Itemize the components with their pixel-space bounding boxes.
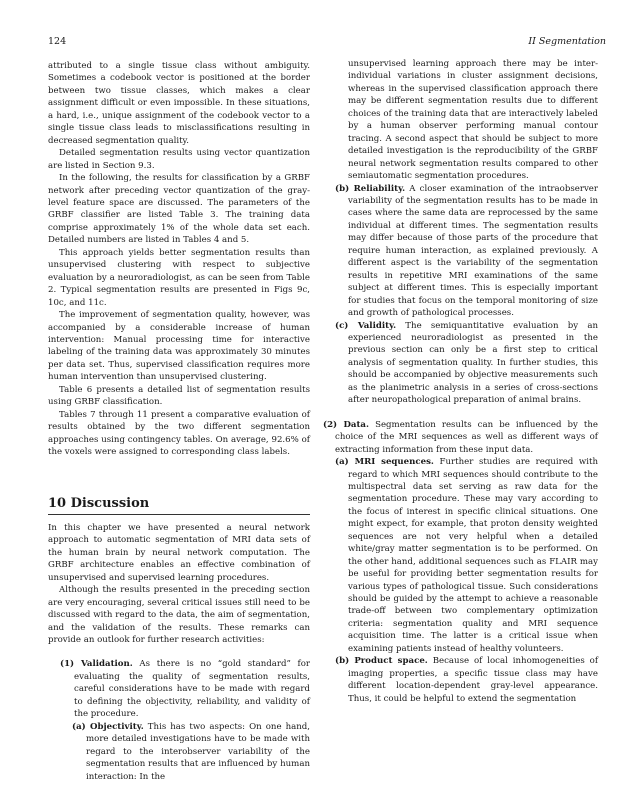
left-column	[48, 60, 310, 783]
list-item-reliability	[335, 183, 598, 320]
paragraph: This approach yields better segmentation results than unsupervised clustering with respect to subjective evaluation by a neuroradiologist, as can be seen from Table 2. Typical segmentation results are presented in Figs 9c, 10c, and 11c.	[48, 247, 310, 308]
list-label: (2) Data.	[323, 419, 369, 430]
paragraph: In this chapter we have presented a neural network approach to automatic segmentation of MRI data sets of the human brain by neural network computation. The GRBF architecture enables an effective combination of unsupervised and supervised learning procedures.	[48, 522, 310, 583]
list-label: (a) Objectivity.	[72, 721, 144, 732]
list-item-objectivity	[48, 721, 310, 783]
heading-rule	[48, 514, 310, 515]
list-text: A closer examination of the intraobserver variability of the segmentation results has to be made in cases where the same data are reprocessed by the same individual at different times. The segmentation results may differ because of those parts of the procedure that require human interaction, as explained previously. A different aspect is the variability of the segmentation results in repetitive MRI examinations of the same subject at different times. This is especially important for studies that focus on the temporal monitoring of size and growth of pathological processes.	[348, 183, 598, 319]
paragraph: Detailed segmentation results using vector quantization are listed in Section 9.3.	[48, 148, 310, 171]
paragraph: attributed to a single tissue class without ambiguity. Sometimes a codebook vector is positioned at the border between two tissue classes, which makes a clear assignment difficult or even impossible. In these situations, a hard, i.e., unique assignment of the codebook vector to a single tissue class leads to misclassifications resulting in decreased segmentation quality.	[48, 61, 310, 146]
list-item-product-space	[335, 655, 598, 705]
list-label: (b) Product space.	[335, 656, 428, 667]
list-text: The semiquantitative evaluation by an experienced neuroradiologist as presented in the previous section can only be a first step to critical analysis of segmentation quality. In further studies, this should be accompanied by objective measurements such as the planimetric analysis in a series of cross-sections after neuropathological preparation of animal brains.	[348, 320, 598, 406]
list-label: (1) Validation.	[60, 659, 133, 670]
section-heading: 10 Discussion	[48, 495, 150, 511]
paragraph-continued: unsupervised learning approach there may be inter-individual variations in cluster assignment decisions, whereas in the supervised classification approach there may be different segmentation results due to different choices of the training data that are interactively labeled by a human observer performing manual contour tracing. A second aspect that should be subject to more detailed investigation is the reproducibility of the GRBF neural network segmentation results compared to other semiautomatic segmentation procedures.	[348, 59, 598, 182]
list-text: As there is no “gold standard” for evaluating the quality of segmentation results, careful considerations have to be made with regard to defining the objectivity, reliability, and validity of the procedure.	[74, 659, 310, 720]
running-head: II Segmentation	[528, 36, 606, 47]
paragraph: Tables 7 through 11 present a comparative evaluation of results obtained by the two different segmentation approaches using contingency tables. On average, 92.6% of the voxels were assigned to corresponding class labels.	[48, 409, 310, 458]
list-text: Segmentation results can be influenced by the choice of the MRI sequences as well as different ways of extracting information from these input data.	[335, 419, 599, 455]
paragraph: Table 6 presents a detailed list of segmentation results using GRBF classification.	[48, 384, 310, 408]
list-text: Because of local inhomogeneities of imaging properties, a specific tissue class may have different location-dependent gray-level appearance. Thus, it could be helpful to extend the segmentation	[348, 656, 598, 704]
list-label: (b) Reliability.	[335, 183, 406, 194]
paragraph: In the following, the results for classification by a GRBF network after preceding vector quantization of the gray-level feature space are discussed. The parameters of the GRBF classifier are listed Table 3. The training data comprise approximately 1% of the whole data set each. Detailed numbers are listed in Tables 4 and 5.	[48, 173, 310, 246]
list-item-validity	[335, 320, 598, 407]
list-label: (c) Validity.	[335, 320, 397, 331]
paragraph: Although the results presented in the preceding section are very encouraging, several critical issues still need to be discussed with regard to the data, the aim of segmentation, and the validation of the results. These remarks can provide an outlook for further research activities:	[48, 585, 310, 646]
list-item-validation	[48, 658, 310, 720]
list-item-data	[323, 419, 599, 456]
list-text: Further studies are required with regard to which MRI sequences should contribute to the multispectral data set serving as raw data for the segmentation procedure. These may vary according to the focus of interest in specific clinical situations. One might expect, for example, that proton density weighted sequences are not very helpful when a detailed white/gray matter segmentation is to be performed. On the other hand, additional sequences such as FLAIR may be useful for providing better segmentation results for various types of pathological tissue. Such considerations should be guided by the attempt to achieve a reasonable trade-off between two complementary optimization criteria: segmentation quality and MRI sequence acquisition time. The latter is a critical issue when examining patients instead of healthy volunteers.	[348, 457, 598, 654]
paragraph: The improvement of segmentation quality, however, was accompanied by a considerable increase of human intervention: Manual processing time for interactive labeling of the training data was approximately 30 minutes per data set. Thus, supervised classification requires more human intervention than unsupervised clustering.	[48, 310, 310, 383]
right-column	[323, 58, 599, 705]
list-text: This has two aspects: On one hand, more detailed investigations have to be made with regard to the interobserver variability of the segmentation results that are influenced by human interaction: In the	[86, 721, 310, 782]
page-number: 124	[48, 36, 67, 47]
list-label: (a) MRI sequences.	[335, 457, 434, 468]
list-item-mri-sequences	[335, 456, 598, 655]
page-header	[36, 36, 616, 50]
